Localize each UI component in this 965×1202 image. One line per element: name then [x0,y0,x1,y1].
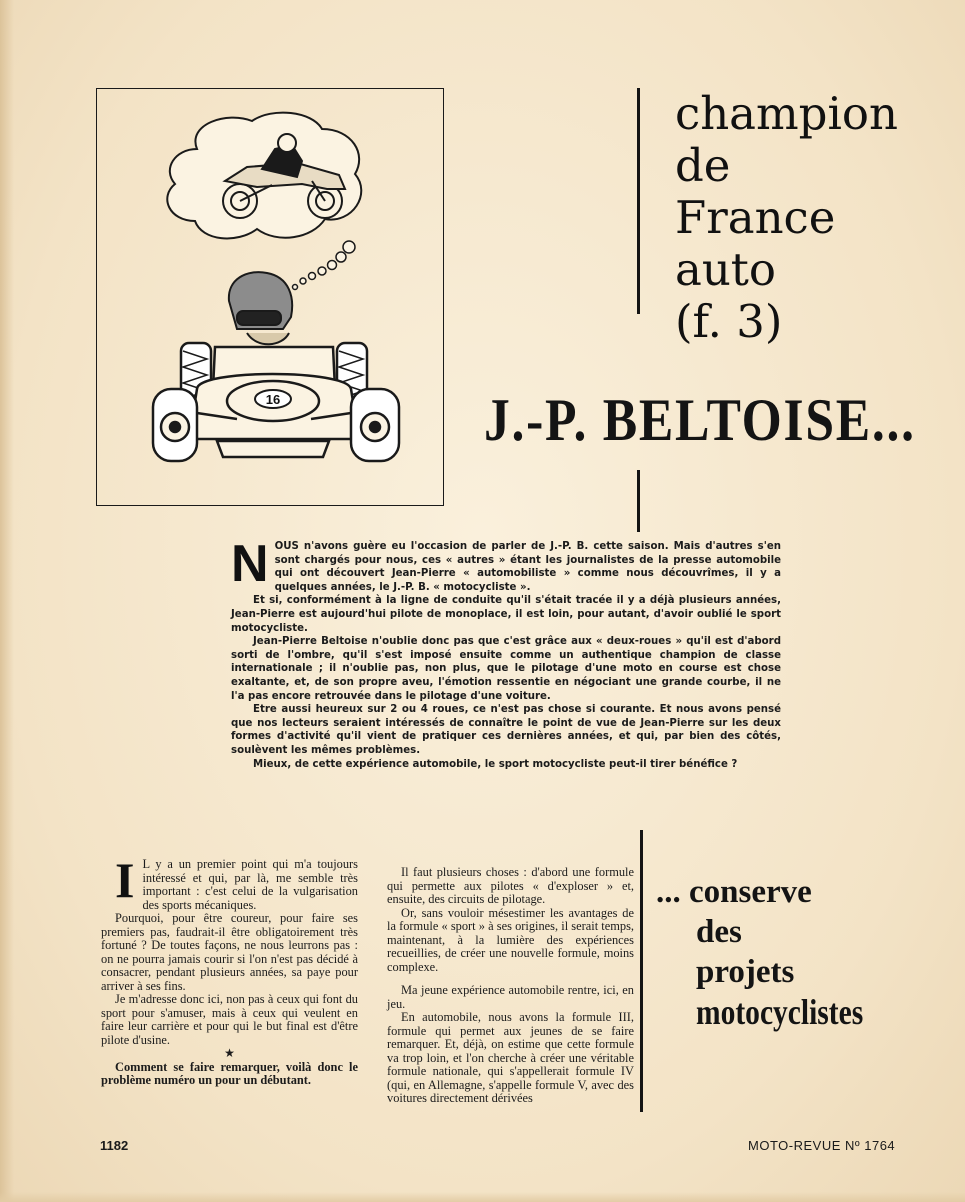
column-paragraph: Comment se faire remarquer, voilà donc le problème numéro un pour un débutant. [101,1059,358,1087]
vertical-rule-top [637,88,640,314]
magazine-issue: MOTO-REVUE Nº 1764 [748,1138,896,1153]
title-block [675,88,955,348]
cartoon-illustration [96,88,444,506]
vertical-rule-bottom [640,830,643,1112]
column-paragraph: En automobile, nous avons la formule III, formule qui permet aux jeunes de se faire remarquer. Et, déjà, on estime que cette formule va trop loin, et l'on cherche à créer une véritable formule nationale, qui s'appellerait formule IV (qui, en Allemagne, s'appelle formule V, avec des voitures directement dérivées [387,1010,634,1105]
title-line: de [675,139,731,192]
column-paragraph: Je m'adresse donc ici, non pas à ceux qui font du sport pour s'amuser, mais à ceux qui veulent en faire leur carrière et pour qui le but final est d'être pilote d'usine. [101,992,358,1047]
column-paragraph: Il faut plusieurs choses : d'abord une formule qui permette aux pilotes « d'exploser » et, ensuite, des circuits de pilotage. [387,865,634,906]
title-line: France [675,191,836,244]
star-separator-icon: ★ [224,1046,235,1060]
subheading [656,872,956,1034]
column-dropcap: I [115,852,135,908]
intro-paragraph: Mieux, de cette expérience automobile, le sport motocycliste peut-il tirer bénéfice ? [253,758,738,770]
intro-paragraph: Etre aussi heureux sur 2 ou 4 roues, ce n'est pas chose si courante. Et nous avons pensé que nos lecteurs seraient intéressés de connaître le point de vue de Jean-Pierre sur les deux formes d'activité qu'il vient de pratiquer ces dernières années, et qui, par bien des côtés, soulèvent les mêmes problèmes. [231,704,781,756]
car-number: 16 [265,392,281,407]
page-edge-shadow [0,0,14,1202]
subhead-line: ... conserve [656,874,812,910]
intro-paragraph: Et si, conformément à la ligne de conduite qu'il s'était tracée il y a déjà plusieurs années, Jean-Pierre est aujourd'hui pilote de monoplace, il est loin, pour autant, d'avoir oublié le sport motocycliste. [231,595,781,634]
article-column-1 [101,852,358,1088]
title-line: (f. 3) [675,295,783,348]
column-paragraph: Pourquoi, pour être coureur, pour faire ses premiers pas, faudrait-il être obligatoirement très fortuné ? De toutes façons, ne nous leurrons pas : on ne pourra jamais courir si l'on n'est pas décidé à consacrer, pendant plusieurs années, sa paye pour arriver à ses fins. [101,911,358,993]
intro-paragraph: Jean-Pierre Beltoise n'oublie donc pas que c'est grâce aux « deux-roues » qu'il est d'abord sorti de l'ombre, qu'il s'est imposé ensuite comme un authentique champion de classe internationale ; il n'oublie pas, non plus, que le pilotage d'une moto en course est chose exaltante, et, de son propre aveu, l'émotion ressentie en négociant une grande courbe, il ne l'a pas encore retrouvée dans le pilotage d'une voiture. [231,636,781,702]
subhead-line: projets [696,954,795,990]
column-paragraph: Ma jeune expérience automobile rentre, ici, en jeu. [387,983,634,1011]
column-paragraph: Or, sans vouloir mésestimer les avantages de la formule « sport » à ses origines, il serait temps, maintenant, à la lumière des expériences recueillies, de créer une nouvelle formule, moins complexe. [387,905,634,974]
headline-name: J.-P. BELTOISE... [484,387,916,453]
subhead-line: motocyclistes [696,992,864,1032]
intro-text [231,535,781,771]
motorcycle-dream-icon [167,113,361,239]
subhead-line: des [696,914,742,950]
title-line: auto [675,243,776,296]
page-number: 1182 [100,1138,129,1153]
article-column-2 [387,866,634,1106]
driver-helmet-icon [229,272,292,344]
column-paragraph: L y a un premier point qui m'a toujours intéressé et qui, par là, me semble très important : c'est celui de la vulgarisation des sports mécaniques. [142,857,358,912]
vertical-rule-middle [637,470,640,532]
intro-paragraph: OUS n'avons guère eu l'occasion de parler de J.-P. B. cette saison. Mais d'autres s'en sont chargés pour nous, ces « autres » étant les journalistes de la presse automobile qui ont découvert Jean-Pierre « automobiliste » comme nous découvrîmes, il y a quelques années, le J.-P. B. « motocycliste ». [274,541,781,593]
intro-dropcap: N [231,535,269,593]
title-line: champion [675,87,898,140]
page-edge-shadow-bottom [0,1192,965,1202]
